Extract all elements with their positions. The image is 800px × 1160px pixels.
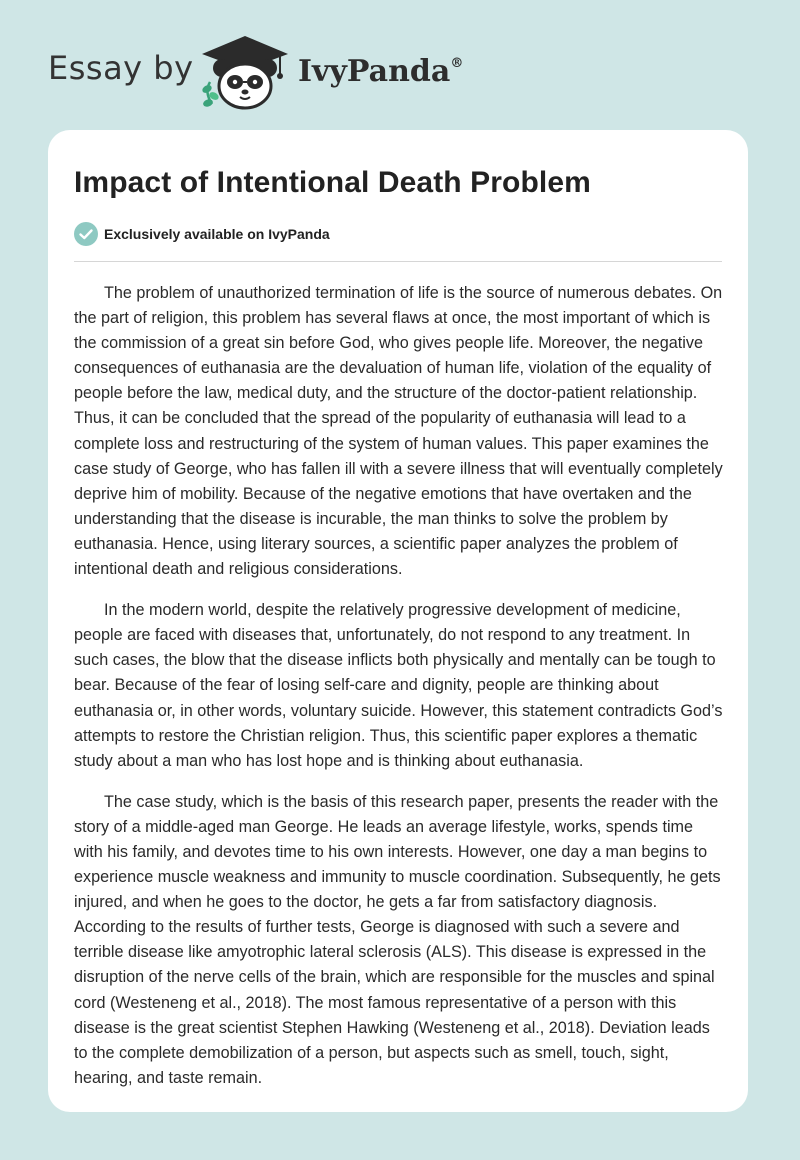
brand-name[interactable]: IvyPanda® — [298, 54, 464, 89]
check-circle-icon — [74, 222, 98, 246]
registered-mark: ® — [450, 56, 464, 71]
page-title: Impact of Intentional Death Problem — [74, 166, 591, 199]
paragraph: The problem of unauthorized termination of life is the source of numerous debates. On the part of religion, this problem has several flaws at once, the most important of which is the commission of a great sin before God, who gives people life. Moreover, the negative consequences of euthanasia are the devaluation of human life, violation of the equality of people before the law, medical duty, and the structure of the doctor-patient relationship. Thus, it can be concluded that the spread of the popularity of euthanasia will lead to a complete loss and restructuring of the system of human values. This paper examines the case study of George, who has fallen ill with a severe illness that will eventually completely deprive him of mobility. Because of the negative emotions that have overtaken and the understanding that the disease is incurable, the man thinks to solve the problem by euthanasia. Hence, using literary sources, a scientific paper analyzes the problem of intentional death and religious considerations. — [74, 284, 723, 579]
paragraph: In the modern world, despite the relatively progressive development of medicine, people are faced with diseases that, unfortunately, do not respond to any treatment. In such cases, the blow that the disease inflicts both physically and mentally can be tough to bear. Because of the fear of losing self-care and dignity, people are thinking about euthanasia or, in other words, voluntary suicide. However, this statement contradicts God’s attempts to restore the Christian religion. Thus, this scientific paper explores a thematic study about a man who has lost hope and is thinking about euthanasia. — [74, 601, 723, 770]
essay-by-label: Essay by — [48, 49, 194, 87]
site-header — [48, 34, 518, 110]
ivypanda-logo-icon[interactable] — [200, 34, 290, 110]
essay-body — [74, 281, 726, 1107]
exclusive-badge-label: Exclusively available on IvyPanda — [104, 226, 330, 242]
exclusive-badge — [74, 222, 330, 246]
divider — [74, 261, 722, 262]
essay-card — [48, 130, 748, 1112]
paragraph: The case study, which is the basis of this research paper, presents the reader with the story of a middle-aged man George. He leads an average lifestyle, works, spends time with his family, and devotes time to his own interests. However, one day a man begins to experience muscle weakness and immunity to muscle coordination. Subsequently, he gets injured, and when he goes to the doctor, he gets a far from satisfactory diagnosis. According to the results of further tests, George is diagnosed with such a severe and terrible disease like amyotrophic lateral sclerosis (ALS). This disease is expressed in the disruption of the nerve cells of the brain, which are responsible for the muscles and spinal cord (Westeneng et al., 2018). The most famous representative of a person with this disease is the great scientist Stephen Hawking (Westeneng et al., 2018). Deviation leads to the complete demobilization of a person, but aspects such as smell, touch, sight, hearing, and taste remain. — [74, 792, 721, 1087]
